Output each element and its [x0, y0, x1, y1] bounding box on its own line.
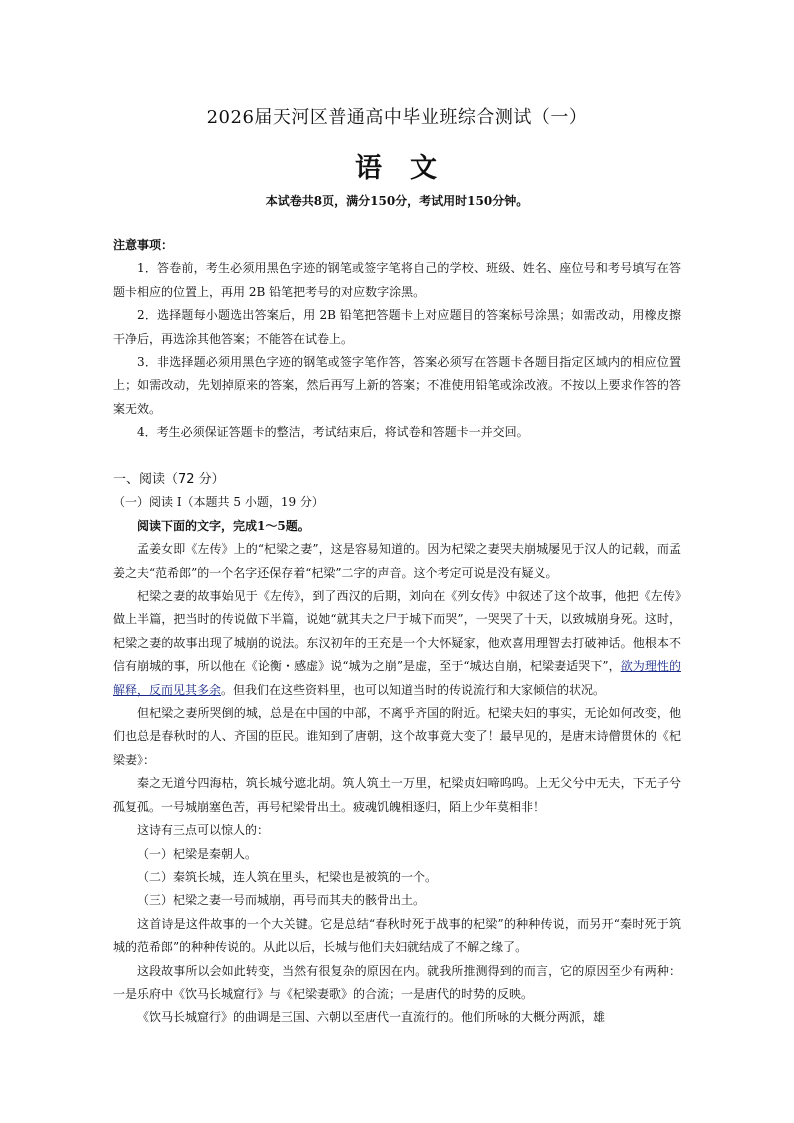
notice-item: 1．答卷前，考生必须用黑色字迹的钢笔或签字笔将自己的学校、班级、姓名、座位号和考号填写在答题卡相应的位置上，再用 2B 铅笔把考号的对应数字涂黑。 — [113, 261, 681, 299]
subject-char-1: 语 — [355, 153, 384, 184]
point-item: （三）杞梁之妻一号而城崩，再号而其夫的骸骨出土。 — [137, 893, 426, 908]
paragraph-text: 杞梁之妻的故事始见于《左传》，到了西汉的后期，刘向在《列女传》中叙述了这个故事，他把《左传》做上半篇，把当时的传说做下半篇，说她“就其夫之尸于城下而哭”，一哭哭了十天，以致城崩身死。这时，杞梁之妻的故事出现了城崩的说法。东汉初年的王充是一个大怀疑家，他欢喜用理智去打破神话。他根本不信有崩城的事，所以他在《论衡・感虚》说“城为之崩”是虚，至于“城达自崩，杞梁妻适哭下”， — [113, 589, 681, 674]
subject-char-2: 文 — [410, 153, 439, 184]
underlined-phrase: 欲为理性的解释，反而见其多余 — [113, 659, 681, 697]
notice-heading: 注意事项： — [113, 238, 174, 252]
paragraph-text: 。但我们在这些资料里，也可以知道当时的传说流行和大家倾信的状况。 — [221, 682, 606, 697]
exam-title: 2026届天河区普通高中毕业班综合测试（一） — [206, 107, 588, 128]
passage-paragraph: 《饮马长城窟行》的曲调是三国、六朝以至唐代一直流行的。他们所咏的大概分两派，雄 — [137, 1010, 606, 1025]
notice-block — [113, 234, 681, 445]
notice-item: 3．非选择题必须用黑色字迹的钢笔或签字笔作答，答案必须写在答题卡各题目指定区域内的相应位置上；如需改动，先划掉原来的答案，然后再写上新的答案；不准使用铅笔或涂改液。不按以上要求作答的答案无效。 — [113, 355, 681, 416]
reading-section — [113, 468, 681, 1030]
poem-quote: 秦之无道兮四海枯，筑长城兮遮北胡。筑人筑土一万里，杞梁贞妇啼呜呜。上无父兮中无夫，下无子兮孤复孤。一号城崩塞色苦，再号杞梁骨出土。疲魂饥魄相逐归，陌上少年莫相非！ — [113, 776, 681, 814]
subsection-heading: （一）阅读 I（本题共 5 小题，19 分） — [113, 495, 324, 510]
notice-item: 2．选择题每小题选出答案后，用 2B 铅笔把答题卡上对应题目的答案标号涂黑；如需改动，用橡皮擦干净后，再选涂其他答案；不能答在试卷上。 — [113, 308, 681, 346]
passage-paragraph: 孟姜女即《左传》上的“杞梁之妻”，这是容易知道的。因为杞梁之妻哭夫崩城屡见于汉人的记载，而孟姜之夫“范希郎”的一个名字还保存着“杞梁”二字的声音。这个考定可说是没有疑义。 — [113, 542, 681, 580]
point-item: （一）杞梁是秦朝人。 — [137, 846, 258, 861]
passage-paragraph: 但杞梁之妻所哭倒的城，总是在中国的中部，不离乎齐国的附近。杞梁夫妇的事实，无论如何改变，他们也总是春秋时的人、齐国的臣民。谁知到了唐朝，这个故事竟大变了！最早见的，是唐末诗僧贯休的《杞梁妻》： — [113, 706, 681, 767]
reading-instruction: 阅读下面的文字，完成1～5题。 — [137, 518, 310, 533]
subject-title — [0, 146, 794, 185]
point-item: （二）秦筑长城，连人筑在里头，杞梁也是被筑的一个。 — [137, 869, 438, 884]
section-heading: 一、阅读（72 分） — [113, 472, 225, 487]
passage-paragraph: 这段故事所以会如此转变，当然有很复杂的原因在内。就我所推测得到的而言，它的原因至少有两种：一是乐府中《饮马长城窟行》与《杞梁妻歌》的合流；一是唐代的时势的反映。 — [113, 963, 681, 1001]
passage-paragraph — [113, 585, 681, 702]
exam-info: 本试卷共8页，满分150分，考试用时150分钟。 — [265, 194, 529, 208]
notice-item: 4．考生必须保证答题卡的整洁，考试结束后，将试卷和答题卡一并交回。 — [137, 425, 529, 440]
passage-paragraph: 这首诗是这件故事的一个大关键。它是总结“春秋时死于战事的杞梁”的种种传说，而另开“秦时死于筑城的范希郎”的种种传说的。从此以后，长城与他们夫妇就结成了不解之缘了。 — [113, 916, 681, 955]
passage-paragraph: 这诗有三点可以惊人的： — [137, 823, 270, 838]
